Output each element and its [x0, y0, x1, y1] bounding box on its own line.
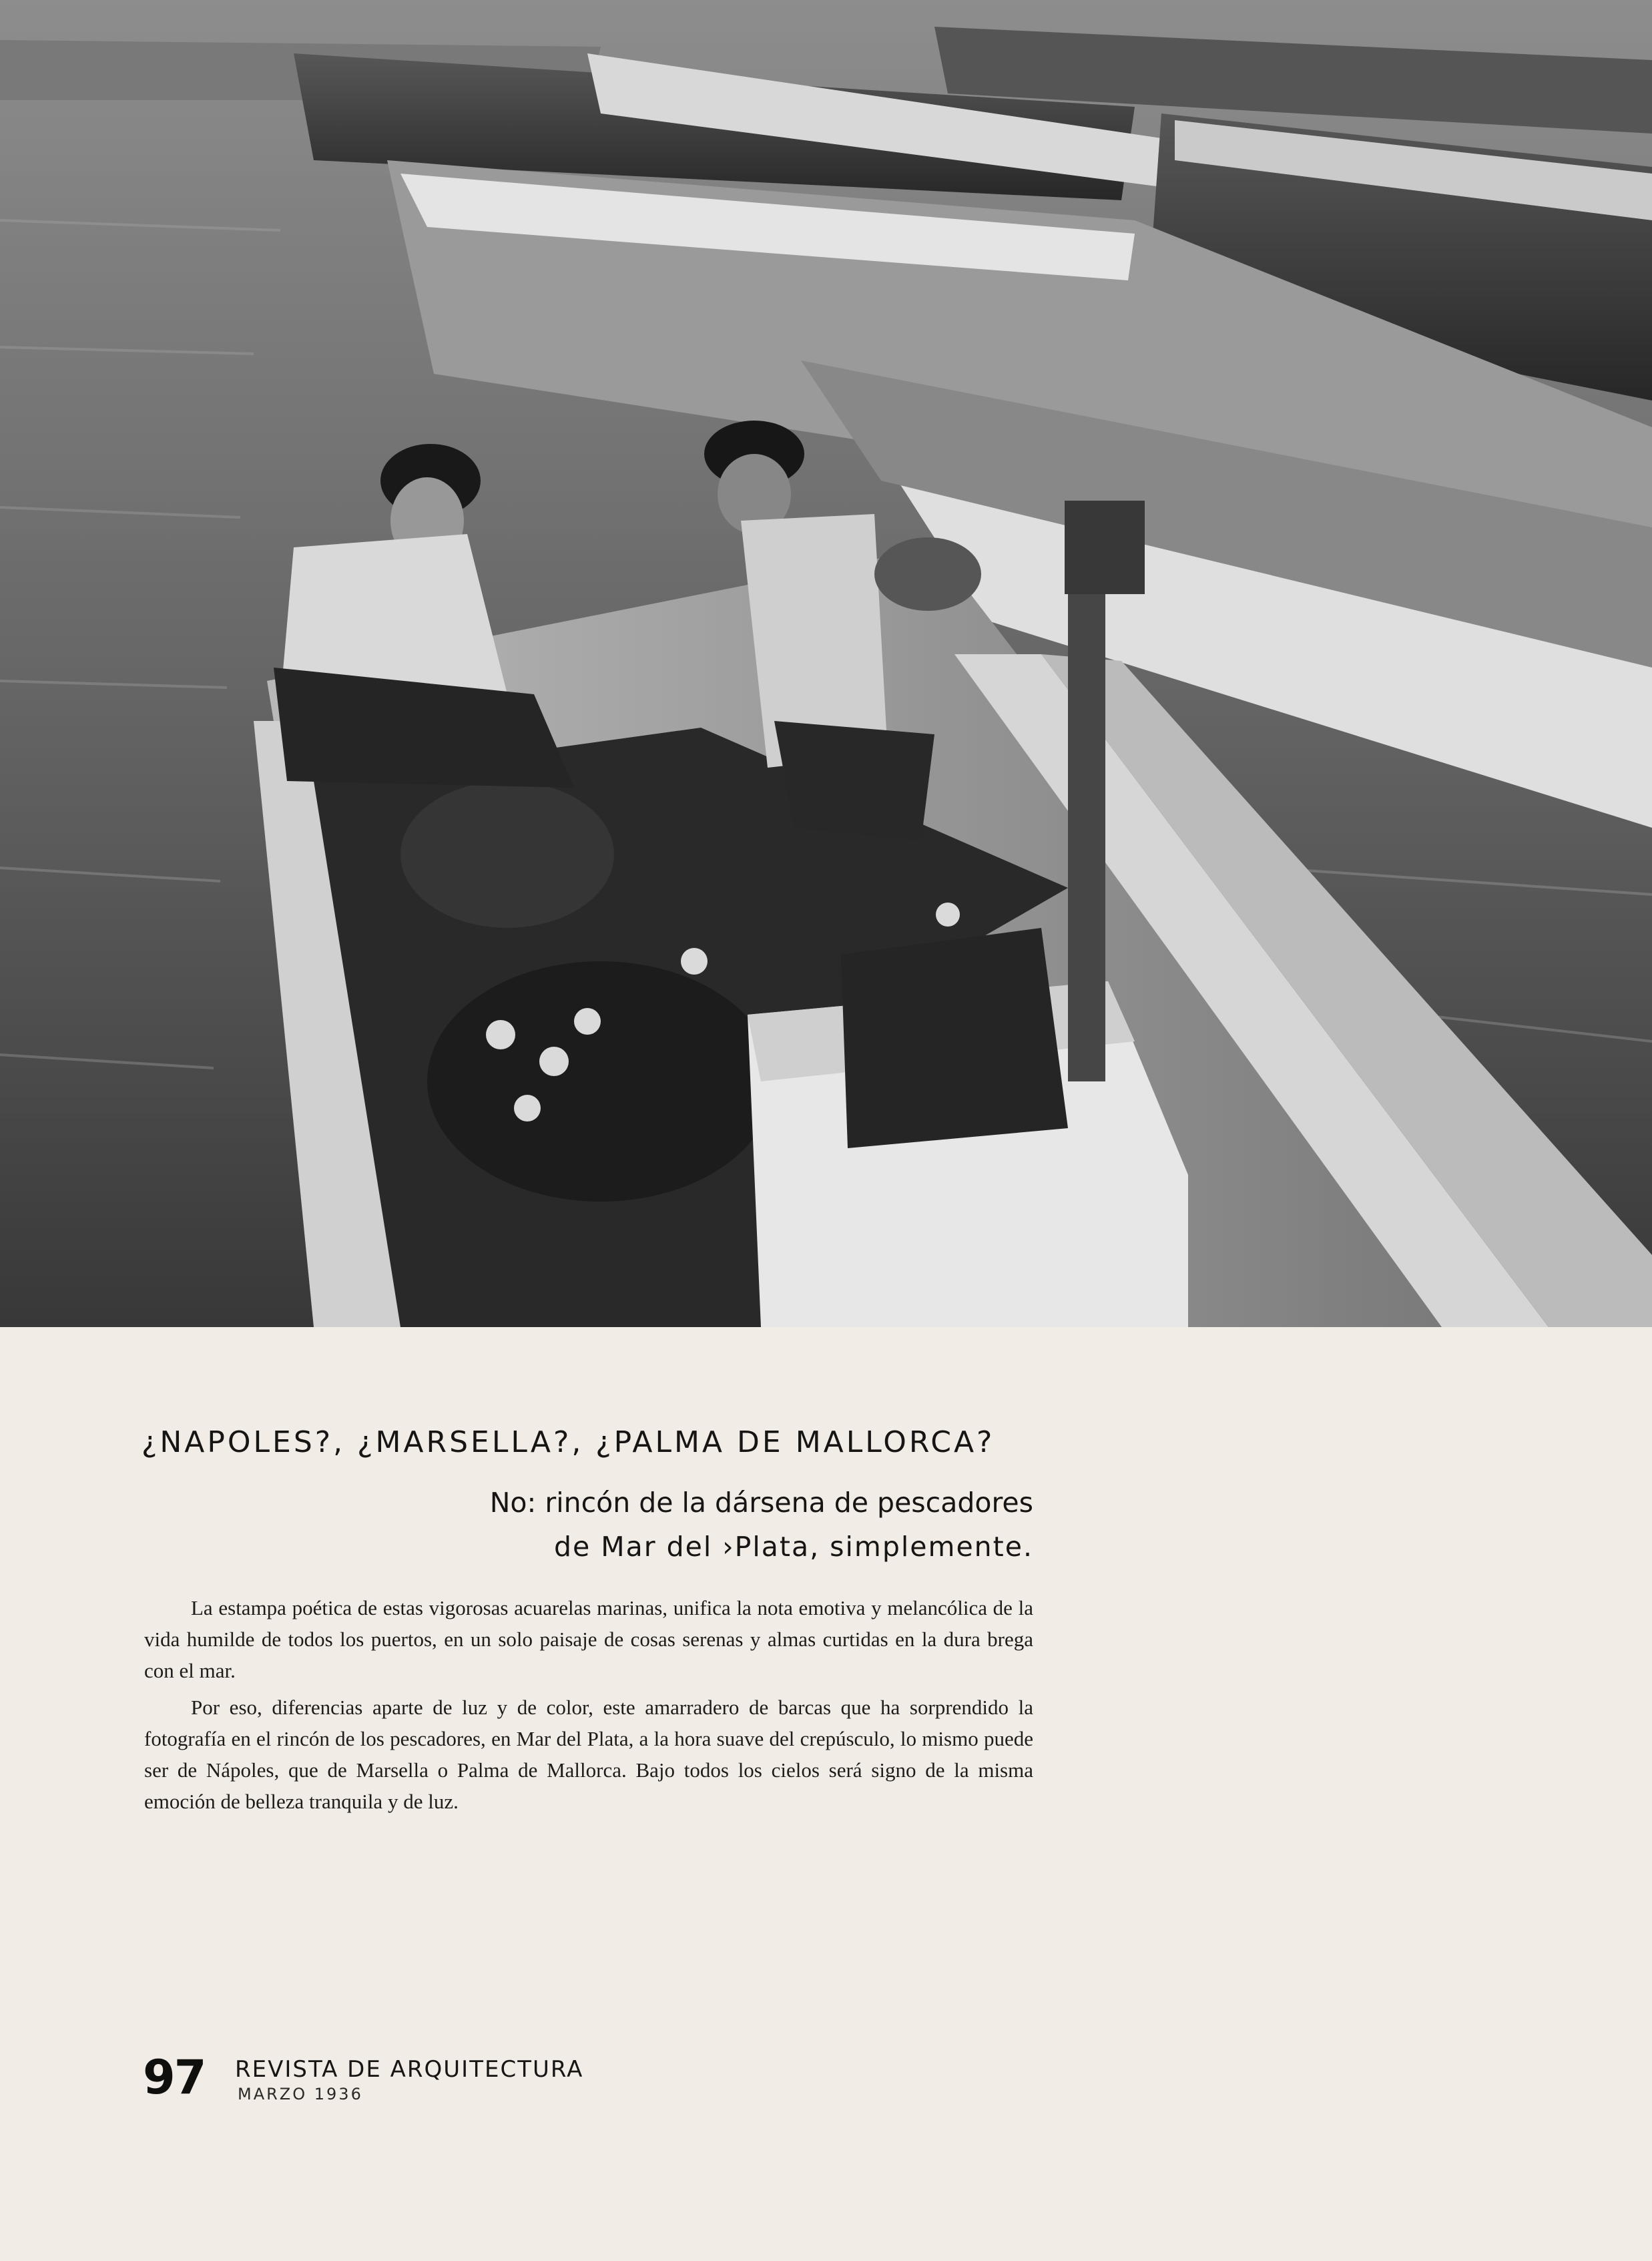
magazine-title: REVISTA DE ARQUITECTURA: [235, 2056, 584, 2083]
article-body: [144, 1592, 1033, 1822]
article-headline: ¿NAPOLES?, ¿MARSELLA?, ¿PALMA DE MALLORCA?: [142, 1425, 995, 1459]
issue-date: MARZO 1936: [238, 2085, 363, 2103]
subhead-line-2: de Mar del ›Plata, simplemente.: [553, 1531, 1033, 1563]
body-paragraph: La estampa poética de estas vigorosas acuarelas marinas, unifica la nota emotiva y melancólica de la vida humilde de todos los puertos, en un solo paisaje de cosas serenas y almas curtidas en la dura brega con el mar.: [144, 1596, 1033, 1682]
page-number: 97: [143, 2050, 206, 2105]
article-subhead: [374, 1481, 1033, 1569]
body-paragraph: Por eso, diferencias aparte de luz y de color, este amarradero de barcas que ha sorprendido la fotografía en el rincón de los pescadores, en Mar del Plata, a la hora suave del crepúsculo, lo mismo puede ser de Nápoles, que de Marsella o Palma de Mallorca. Bajo todos los cielos será signo de la misma emoción de belleza tranquila y de luz.: [144, 1696, 1033, 1813]
subhead-line-1: No: rincón de la dársena de pescadores: [489, 1487, 1033, 1519]
